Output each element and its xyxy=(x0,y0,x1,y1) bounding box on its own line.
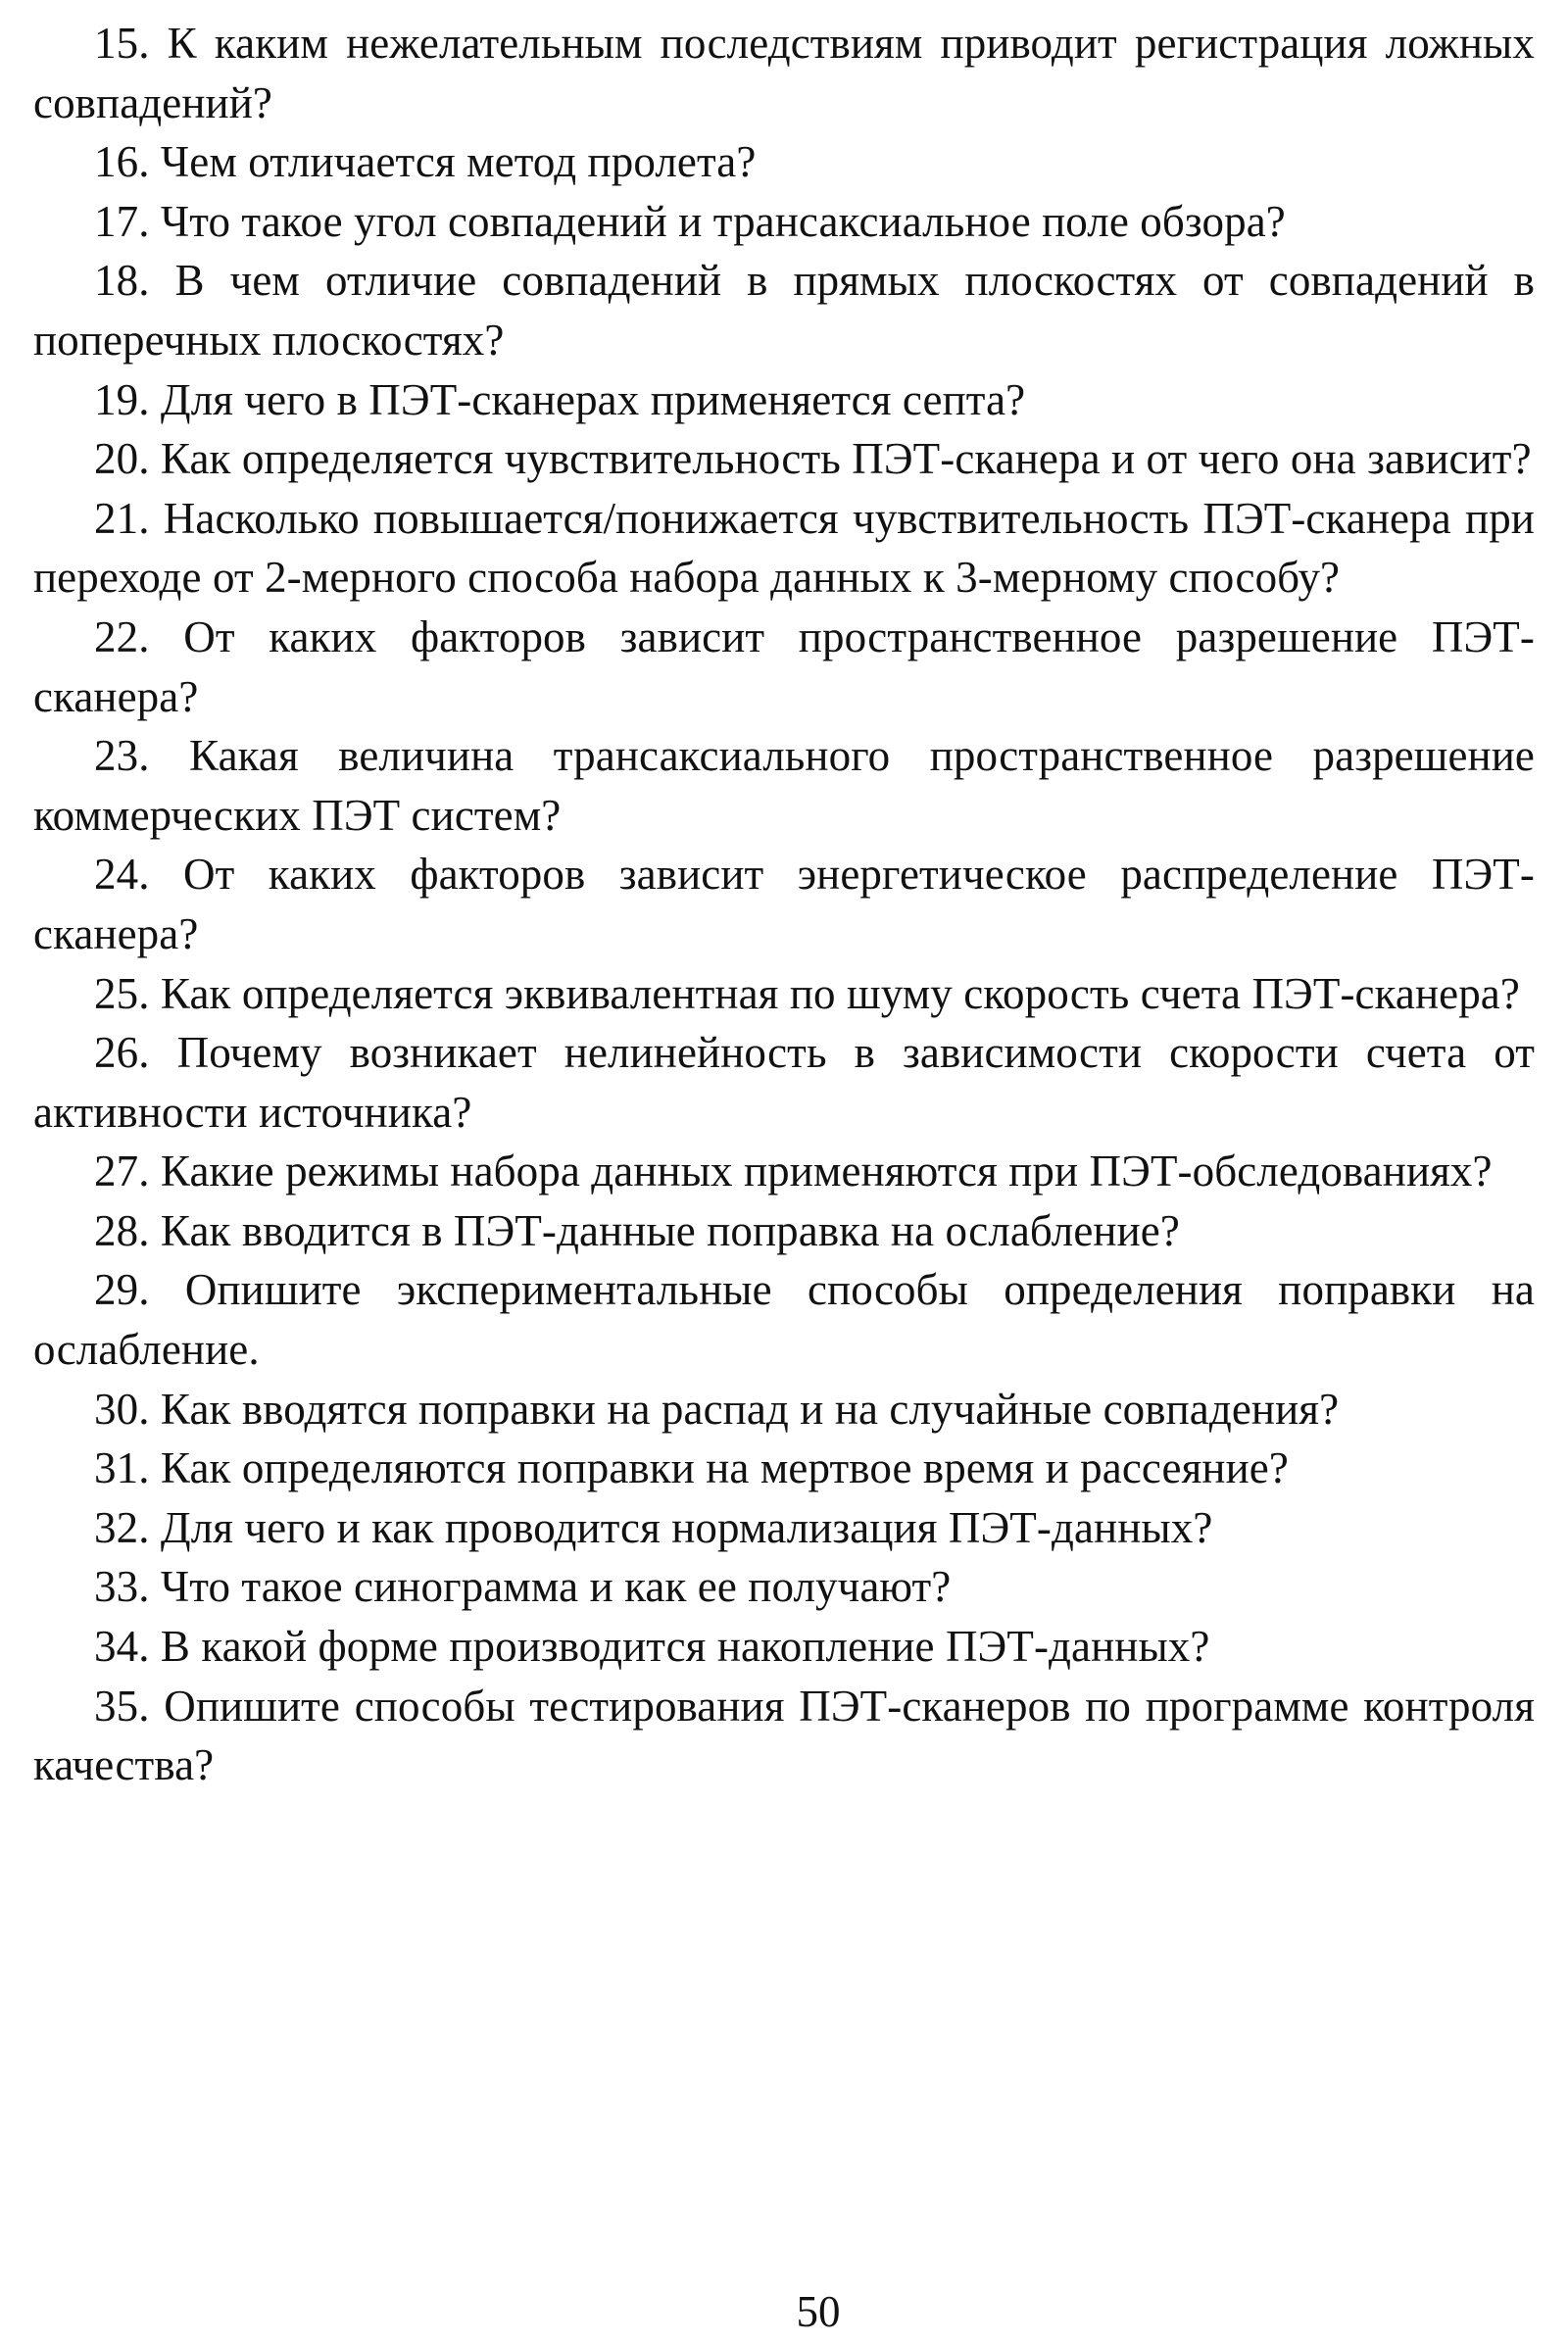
page-number: 50 xyxy=(796,2287,841,2336)
question-number: 19. xyxy=(94,374,150,424)
question-text: Опишите экспериментальные способы определения поправки на ослабление. xyxy=(33,1265,1535,1375)
question-item xyxy=(33,251,1535,369)
question-text: Для чего в ПЭТ-сканерах применяется септа? xyxy=(160,374,1026,424)
question-item xyxy=(33,429,1535,489)
question-text: Для чего и как проводится нормализация ПЭТ-данных? xyxy=(160,1502,1213,1552)
question-item xyxy=(33,370,1535,430)
question-number: 30. xyxy=(94,1384,150,1434)
question-item xyxy=(33,489,1535,608)
question-item xyxy=(33,132,1535,192)
question-item xyxy=(33,1439,1535,1498)
question-text: Какая величина трансаксиального пространственное разрешение коммерческих ПЭТ систем? xyxy=(33,731,1535,840)
question-number: 29. xyxy=(94,1265,150,1315)
question-text: Как вводится в ПЭТ-данные поправка на ослабление? xyxy=(160,1205,1180,1255)
question-number: 28. xyxy=(94,1205,150,1255)
question-item xyxy=(33,964,1535,1024)
question-number: 31. xyxy=(94,1443,150,1493)
question-item xyxy=(33,726,1535,845)
question-number: 21. xyxy=(94,493,150,543)
question-number: 22. xyxy=(94,611,150,661)
question-number: 34. xyxy=(94,1622,150,1672)
question-number: 18. xyxy=(94,256,150,306)
question-number: 23. xyxy=(94,731,150,781)
question-text: Насколько повышается/понижается чувствительность ПЭТ-сканера при переходе от 2-мерного способа набора данных к 3-мерному способу? xyxy=(33,493,1535,603)
question-item xyxy=(33,14,1535,132)
question-item xyxy=(33,1617,1535,1677)
question-text: Опишите способы тестирования ПЭТ-сканеров по программе контроля качества? xyxy=(33,1681,1535,1790)
question-item xyxy=(33,1557,1535,1617)
question-text: Что такое угол совпадений и трансаксиальное поле обзора? xyxy=(160,196,1286,246)
question-item xyxy=(33,1380,1535,1439)
question-text: От каких факторов зависит пространственное разрешение ПЭТ-сканера? xyxy=(33,611,1535,721)
question-text: От каких факторов зависит энергетическое распределение ПЭТ-сканера? xyxy=(33,850,1535,958)
question-item xyxy=(33,1260,1535,1379)
question-text: В какой форме производится накопление ПЭТ-данных? xyxy=(160,1622,1210,1672)
question-number: 35. xyxy=(94,1681,150,1731)
question-item xyxy=(33,608,1535,726)
question-number: 27. xyxy=(94,1147,150,1196)
question-text: В чем отличие совпадений в прямых плоскостях от совпадений в поперечных плоскостях? xyxy=(33,256,1535,365)
question-number: 20. xyxy=(94,434,150,484)
question-text: Как определяется чувствительность ПЭТ-сканера и от чего она зависит? xyxy=(160,434,1532,484)
question-item xyxy=(33,845,1535,963)
question-number: 25. xyxy=(94,968,150,1018)
question-item xyxy=(33,1023,1535,1142)
question-item xyxy=(33,1201,1535,1261)
question-text: Как определяется эквивалентная по шуму скорость счета ПЭТ-сканера? xyxy=(160,968,1520,1018)
question-text: Чем отличается метод пролета? xyxy=(160,137,757,187)
question-number: 15. xyxy=(94,19,150,68)
question-number: 16. xyxy=(94,137,150,187)
question-text: Почему возникает нелинейность в зависимости скорости счета от активности источника? xyxy=(33,1028,1535,1137)
question-text: К каким нежелательным последствиям приводит регистрация ложных совпадений? xyxy=(33,19,1535,127)
question-item xyxy=(33,1142,1535,1201)
question-text: Как определяются поправки на мертвое время и рассеяние? xyxy=(160,1443,1289,1493)
question-number: 17. xyxy=(94,196,150,246)
question-text: Что такое синограмма и как ее получают? xyxy=(160,1562,952,1612)
question-item xyxy=(33,1677,1535,1795)
question-item xyxy=(33,192,1535,252)
question-number: 33. xyxy=(94,1562,150,1612)
question-number: 26. xyxy=(94,1028,150,1078)
question-list xyxy=(33,14,1535,1795)
question-item xyxy=(33,1498,1535,1558)
question-number: 32. xyxy=(94,1502,150,1552)
question-text: Какие режимы набора данных применяются при ПЭТ-обследованиях? xyxy=(160,1147,1493,1196)
question-text: Как вводятся поправки на распад и на случайные совпадения? xyxy=(160,1384,1340,1434)
question-number: 24. xyxy=(94,850,150,900)
